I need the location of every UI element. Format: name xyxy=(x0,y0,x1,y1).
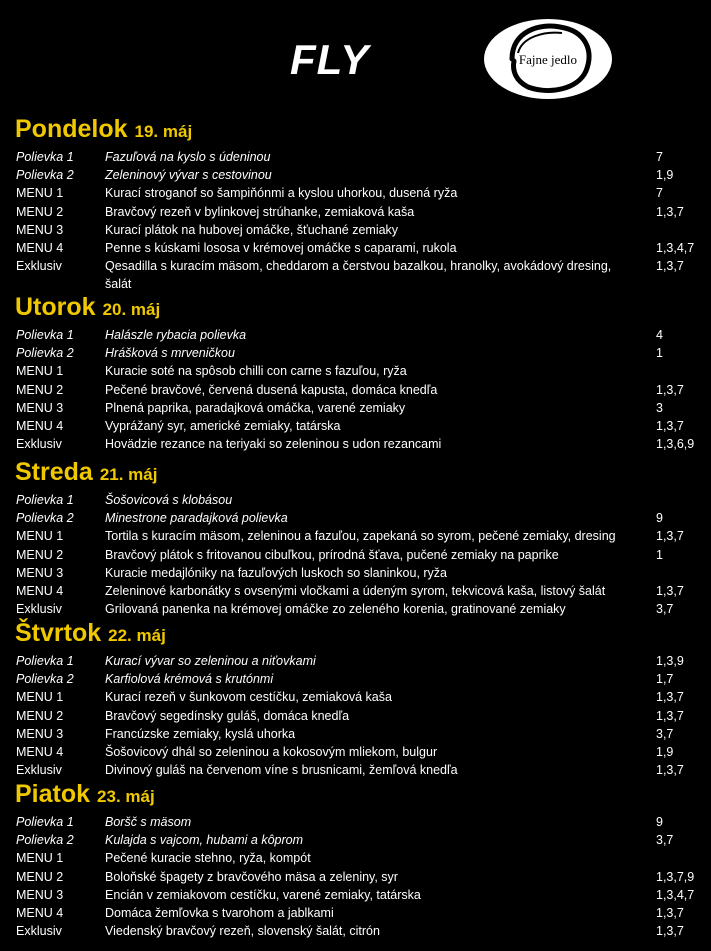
dish-name: Plnená paprika, paradajková omáčka, varené zemiaky xyxy=(105,400,406,415)
allergen-codes: 1,3,7 xyxy=(656,204,684,219)
dish-name: Kurací plátok na hubovej omáčke, šťuchané zemiaky xyxy=(105,222,399,237)
dish-name: Karfiolová krémová s krutónmi xyxy=(105,672,274,687)
day-name: Streda xyxy=(15,458,93,486)
allergen-codes: 9 xyxy=(656,815,663,829)
meal-type: Polievka 2 xyxy=(16,833,74,848)
day-date: 20. máj xyxy=(102,300,161,319)
dish-name: Viedenský bravčový rezeň, slovenský šalát, citrón xyxy=(105,924,380,939)
allergen-codes: 1,3,7 xyxy=(656,690,684,705)
day-heading xyxy=(15,619,166,648)
meal-type: MENU 4 xyxy=(16,419,64,433)
day-date: 22. máj xyxy=(108,626,166,645)
allergen-codes: 3,7 xyxy=(656,726,674,741)
meal-type: MENU 2 xyxy=(16,204,64,219)
dish-name: Kuracie medajlóniky na fazuľových luskoch so slaninkou, ryža xyxy=(105,565,448,580)
svg-text:Fajne jedlo: Fajne jedlo xyxy=(518,52,578,67)
meal-type: MENU 4 xyxy=(16,584,64,598)
meal-type: Exklusiv xyxy=(16,437,62,452)
dish-name: Zeleninový vývar s cestovinou xyxy=(105,168,272,183)
dish-name: Pečené bravčové, červená dusená kapusta, domáca knedľa xyxy=(105,382,438,397)
day-heading xyxy=(15,458,157,487)
dish-name: Qesadilla s kuracím mäsom, cheddarom a čerstvou bazalkou, hranolky, avokádový dresing, šalát xyxy=(105,259,612,292)
day-heading xyxy=(15,780,155,809)
meal-type: MENU 4 xyxy=(16,906,64,920)
meal-type: MENU 1 xyxy=(16,690,64,705)
dish-name: Grilovaná panenka na krémovej omáčke zo zeleného korenia, gratinované zemiaky xyxy=(105,602,566,617)
allergen-codes: 3,7 xyxy=(656,602,674,617)
allergen-codes: 1,3,4,7 xyxy=(656,887,695,902)
day-date: 21. máj xyxy=(99,465,158,484)
dish-name: Šošovicová s klobásou xyxy=(105,493,233,507)
allergen-codes: 1,3,9 xyxy=(656,654,684,668)
meal-type: MENU 3 xyxy=(16,565,64,580)
allergen-codes: 1,3,7,9 xyxy=(656,869,695,884)
dish-name: Hrášková s mrveničkou xyxy=(105,346,235,361)
allergen-codes: 4 xyxy=(656,328,663,342)
allergen-codes: 1,3,7 xyxy=(656,763,684,778)
day-heading xyxy=(15,293,160,322)
dish-name: Vyprážaný syr, americké zemiaky, tatárska xyxy=(105,419,341,433)
day-date: 23. máj xyxy=(97,787,155,806)
day-name: Piatok xyxy=(15,780,91,808)
meal-type: Polievka 2 xyxy=(16,168,74,183)
dish-name: Encián v zemiakovom cestíčku, varené zemiaky, tatárska xyxy=(105,887,421,902)
allergen-codes: 1 xyxy=(656,547,663,562)
dish-name: Minestrone paradajková polievka xyxy=(105,511,288,526)
meal-type: MENU 1 xyxy=(16,364,64,379)
allergen-codes: 9 xyxy=(656,511,663,526)
meal-type: Polievka 2 xyxy=(16,672,74,687)
meal-type: Polievka 1 xyxy=(16,493,74,507)
brand-title: FLY xyxy=(290,36,370,83)
meal-type: Exklusiv xyxy=(16,259,62,274)
dish-name: Boršč s mäsom xyxy=(105,815,192,829)
allergen-codes: 3,7 xyxy=(656,833,674,848)
meal-type: MENU 2 xyxy=(16,382,64,397)
dish-name: Kulajda s vajcom, hubami a kôprom xyxy=(105,833,304,848)
day-name: Štvrtok xyxy=(15,619,102,647)
day-name: Pondelok xyxy=(15,115,128,143)
meal-type: Polievka 1 xyxy=(16,328,74,342)
dish-name: Kurací rezeň v šunkovom cestíčku, zemiaková kaša xyxy=(105,690,392,705)
allergen-codes: 7 xyxy=(656,186,663,201)
day-heading xyxy=(15,115,192,144)
dish-name: Domáca žemľovka s tvarohom a jablkami xyxy=(105,906,334,920)
meal-type: Polievka 1 xyxy=(16,150,74,164)
meal-type: MENU 3 xyxy=(16,400,64,415)
allergen-codes: 1 xyxy=(656,346,663,361)
meal-type: MENU 3 xyxy=(16,222,64,237)
meal-type: MENU 4 xyxy=(16,241,64,255)
allergen-codes: 1,3,7 xyxy=(656,259,684,274)
meal-type: Exklusiv xyxy=(16,763,62,778)
allergen-codes: 1,7 xyxy=(656,672,674,687)
dish-name: Halászle rybacia polievka xyxy=(105,328,247,342)
meal-type: MENU 2 xyxy=(16,708,64,723)
meal-type: MENU 3 xyxy=(16,887,64,902)
dish-name: Bravčový segedínsky guláš, domáca knedľa xyxy=(105,708,350,723)
dish-name: Šošovicový dhál so zeleninou a kokosovým mliekom, bulgur xyxy=(105,745,438,759)
dish-name: Hovädzie rezance na teriyaki so zeleninou s udon rezancami xyxy=(105,437,442,452)
meal-type: Exklusiv xyxy=(16,924,62,939)
meal-type: Exklusiv xyxy=(16,602,62,617)
allergen-codes: 1,3,7 xyxy=(656,382,684,397)
allergen-codes: 1,3,7 xyxy=(656,924,684,939)
allergen-codes: 1,3,6,9 xyxy=(656,437,695,452)
dish-name: Bravčový plátok s fritovanou cibuľkou, prírodná šťava, pučené zemiaky na paprike xyxy=(105,547,559,562)
allergen-codes: 1,9 xyxy=(656,745,674,759)
dish-name: Bravčový rezeň v bylinkovej strúhanke, zemiaková kaša xyxy=(105,204,415,219)
dish-name: Tortila s kuracím mäsom, zeleninou a fazuľou, zapekaná so syrom, pečené zemiaky, dresing xyxy=(105,529,616,544)
dish-name: Divinový guláš na červenom víne s brusnicami, žemľová knedľa xyxy=(105,763,458,778)
dish-name: Kurací vývar so zeleninou a niťovkami xyxy=(105,654,316,668)
allergen-codes: 7 xyxy=(656,150,663,164)
dish-name: Zeleninové karbonátky s ovsenými vločkami a údeným syrom, tekvicová kaša, listový šalát xyxy=(105,584,606,598)
dish-name: Kurací stroganof so šampiňónmi a kyslou uhorkou, dusená ryža xyxy=(105,186,458,201)
dish-name: Fazuľová na kyslo s údeninou xyxy=(105,150,271,164)
meal-type: Polievka 1 xyxy=(16,815,74,829)
allergen-codes: 1,3,7 xyxy=(656,906,684,920)
allergen-codes: 1,3,7 xyxy=(656,529,684,544)
allergen-codes: 3 xyxy=(656,400,663,415)
allergen-codes: 1,3,7 xyxy=(656,584,684,598)
meal-type: MENU 4 xyxy=(16,745,64,759)
dish-name: Pečené kuracie stehno, ryža, kompót xyxy=(105,851,311,866)
meal-type: MENU 2 xyxy=(16,547,64,562)
meal-type: MENU 1 xyxy=(16,529,64,544)
day-date: 19. máj xyxy=(134,122,193,141)
dish-name: Francúzske zemiaky, kyslá uhorka xyxy=(105,726,296,741)
allergen-codes: 1,3,7 xyxy=(656,708,684,723)
dish-name: Penne s kúskami lososa v krémovej omáčke s caparami, rukola xyxy=(105,241,457,255)
allergen-codes: 1,9 xyxy=(656,168,674,183)
meal-type: Polievka 2 xyxy=(16,511,74,526)
meal-type: MENU 2 xyxy=(16,869,64,884)
dish-name: Boloňské špagety z bravčového mäsa a zeleniny, syr xyxy=(105,869,398,884)
meal-type: MENU 3 xyxy=(16,726,64,741)
allergen-codes: 1,3,7 xyxy=(656,419,684,433)
day-name: Utorok xyxy=(15,293,96,321)
meal-type: MENU 1 xyxy=(16,186,64,201)
allergen-codes: 1,3,4,7 xyxy=(656,241,695,255)
meal-type: MENU 1 xyxy=(16,851,64,866)
meal-type: Polievka 2 xyxy=(16,346,74,361)
fajne-jedlo-logo xyxy=(482,17,614,101)
dish-name: Kuracie soté na spôsob chilli con carne s fazuľou, ryža xyxy=(105,364,407,379)
meal-type: Polievka 1 xyxy=(16,654,74,668)
